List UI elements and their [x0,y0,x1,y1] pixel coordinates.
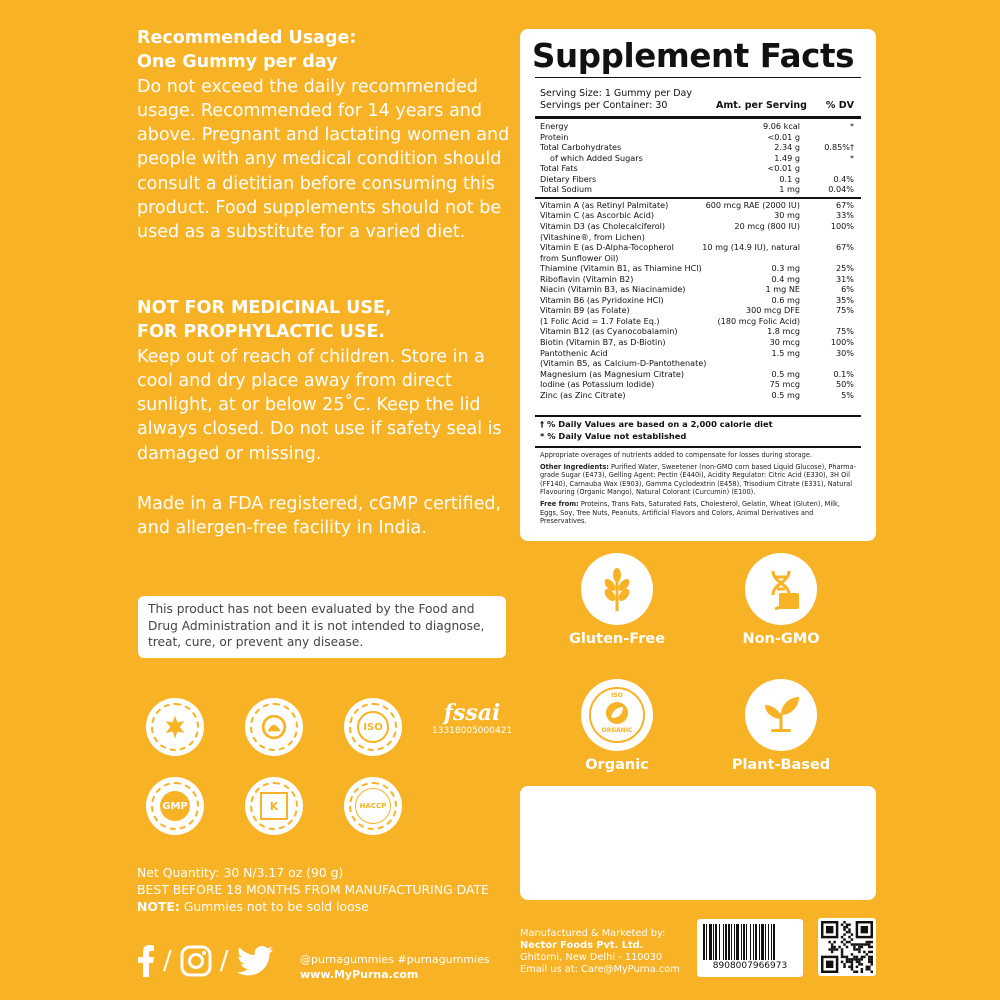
website-link[interactable]: www.MyPurna.com [300,968,419,981]
nutrient-dv: 6% [841,284,854,295]
gmp-badge-icon [146,777,204,835]
warning-heading-2: FOR PROPHYLACTIC USE. [137,322,386,343]
servings-per-container: Servings per Container: 30 [540,100,668,111]
overages-note: Appropriate overages of nutrients added to compensate for losses during storage. [540,451,812,459]
manufacturer-email[interactable]: Email us at: Care@MyPurna.com [520,964,680,975]
nutrient-amount: 1 mg [779,184,800,195]
nutrient-dv: 5% [841,389,854,400]
nutrient-name: Protein [540,131,569,142]
social-text [300,952,490,982]
social-separator: / [219,946,229,976]
nutrient-amount: 10 mg (14.9 IU), natural [702,242,800,253]
barcode-bars-icon [703,924,797,960]
nutrient-amount: 0.3 mg [771,263,800,274]
iso-badge-icon [344,698,402,756]
nutrient-amount: 30 mcg [769,337,800,347]
kosher-badge-label: K [260,792,288,820]
serving-size: Serving Size: 1 Gummy per Day [540,88,692,99]
nutrient-amount: 0.1 g [779,173,800,184]
nutrient-amount: 9.06 kcal [763,121,800,131]
iso-organic-leaf-icon [581,679,653,751]
nutrient-amount: 1.8 mcg [767,326,800,337]
nutrient-dv: 0.1% [833,368,854,379]
haccp-badge-label: HACCP [355,788,391,824]
notes-rule [535,415,861,417]
manufacturer-company: Nector Foods Pvt. Ltd. [520,940,644,951]
nutrient-name: Vitamin B12 (as Cyanocobalamin) [540,326,678,337]
feature-label-plant-based: Plant-Based [731,757,831,773]
qr-code-icon[interactable] [818,918,876,976]
net-quantity: Net Quantity: 30 N/3.17 oz (90 g) [137,865,344,880]
serving-info [540,88,860,112]
nutrient-name: of which Added Sugars [550,152,643,163]
nutrient-dv: 100% [830,220,854,231]
nutrient-amount: 600 mcg RAE (2000 IU) [705,199,800,210]
nutrient-name: Total Fats [540,163,578,174]
gmp-badge-label: GMP [160,791,190,821]
nutrient-name: (Vitamin B5, as Calcium-D-Pantothenate) [540,358,707,369]
manufacturer-line: Manufactured & Marketed by: [520,928,666,939]
facebook-icon[interactable] [137,945,155,977]
nutrient-amount: 2.34 g [774,142,800,153]
fssai-logo [432,700,512,736]
note-label: NOTE: [137,899,180,914]
sprout-icon [745,679,817,751]
serving-rule [535,116,861,119]
nutrient-dv: 33% [836,210,854,221]
social-handles: @purnagummies #purnagummies [300,953,490,966]
social-icons [137,944,273,978]
nutrient-amount: 1.49 g [774,152,800,163]
warning-section [137,296,517,466]
iso-badge-label: ISO [357,711,389,743]
feature-label-organic: Organic [585,757,649,773]
nutrient-amount: 0.5 mg [771,368,800,379]
nutrient-dv: 35% [836,294,854,305]
nutrient-name: Vitamin B6 (as Pyridoxine HCl) [540,294,664,305]
usage-section [137,26,517,245]
nutrient-name: (Vitashine®, from Lichen) [540,231,645,242]
nutrient-amount: 1 mg NE [765,284,800,295]
usage-heading: Recommended Usage: [137,28,357,48]
nutrient-name: from Sunflower Oil) [540,252,619,263]
facility-statement: Made in a FDA registered, cGMP certified, and allergen-free facility in India. [137,494,502,539]
free-from-text: Proteins, Trans Fats, Saturated Fats, Cholesterol, Gelatin, Wheat (Gluten), Milk, Eggs, Soy, Tree Nuts, Peanuts, Artificial Flavors and Colors, Animal Derivatives and Preservatives. [540,499,840,526]
nutrient-amount: <0.01 g [767,131,800,142]
amt-header: Amt. per Serving [716,100,807,111]
nutrient-amount: <0.01 g [767,163,800,174]
batch-info-box [520,786,876,900]
nutrient-amount: 20 mcg (800 IU) [734,220,800,231]
vitamins-rule [535,197,861,199]
nutrient-dv: 50% [836,379,854,390]
social-separator: / [163,946,172,976]
barcode [697,919,803,977]
dv-header: % DV [825,100,854,111]
note-line [137,898,517,915]
wheat-icon [581,553,653,625]
nutrient-dv: * [849,152,854,163]
nutrient-dv: 75% [836,326,854,337]
nutrient-amount: 0.4 mg [771,273,800,284]
nutrient-amount: 1.5 mg [771,347,800,358]
nutrient-dv: 67% [836,199,854,210]
keto-friendly-badge-icon [245,698,303,756]
nutrient-name: Dietary Fibers [540,173,597,184]
warning-heading-1: NOT FOR MEDICINAL USE, [137,298,392,318]
free-from [540,500,860,526]
title-rule [535,77,861,78]
nutrient-name: Riboflavin (Vitamin B2) [540,273,634,284]
other-ingredients [540,463,860,497]
usage-body: Do not exceed the daily recommended usage. Recommended for 14 years and above. Pregnant and lactating women and people with any medical condition should consult a dietitian before consuming this product. Food supplements should not be used as a substitute for a varied diet. [137,76,510,243]
nutrient-name: Magnesium (as Magnesium Citrate) [540,368,685,379]
nutrient-name: Zinc (as Zinc Citrate) [540,389,626,400]
organic-badge-bottom: ORGANIC [601,727,633,734]
other-ingredients-label: Other Ingredients: [540,462,609,471]
note-text: Gummies not to be sold loose [179,899,369,914]
nutrient-name: Total Sodium [540,184,592,195]
nutrient-name: Vitamin A (as Retinyl Palmitate) [540,199,669,210]
nutrient-name: Biotin (Vitamin B7, as D-Biotin) [540,337,666,347]
feature-label-non-gmo: Non-GMO [742,631,820,647]
nutrient-amount: 75 mcg [769,379,800,390]
nutrient-dv: 0.85%† [824,142,854,153]
nutrient-name: Niacin (Vitamin B3, as Niacinamide) [540,284,686,295]
usage-dose: One Gummy per day [137,52,338,73]
nutrient-amount: 0.6 mg [771,294,800,305]
nutrient-amount: 300 mcg DFE [745,305,800,316]
nutrient-dv: * [849,121,854,131]
dv-note-2: * % Daily Value not established [540,430,687,441]
nutrient-dv: 75% [836,305,854,316]
nutrient-dv: 30% [836,347,854,358]
net-quantity-block [137,864,517,915]
manufacturer-address: Ghitorni, New Delhi - 110030 [520,952,663,963]
nutrient-amount: 30 mg [774,210,800,221]
barcode-number: 8908007966973 [712,961,788,971]
nutrient-name: Vitamin D3 (as Cholecalciferol) [540,220,666,231]
nutrient-name: Vitamin E (as D-Alpha-Tocopherol [540,242,674,253]
nutrient-name: Iodine (as Potassium Iodide) [540,379,655,390]
nutrient-dv: 67% [836,242,854,253]
ingredients-rule [535,446,861,448]
fssai-logo-text: fssai [443,700,501,726]
nutrient-name: Energy [540,121,569,131]
nutrient-dv: 25% [836,263,854,274]
nutrient-name: (1 Folic Acid = 1.7 Folate Eq.) [540,315,660,326]
ingredients-block [540,451,860,526]
organic-badge-top: ISO [611,692,623,699]
twitter-icon[interactable] [237,946,273,976]
nutrient-amount: (180 mcg Folic Acid) [717,315,800,326]
kosher-badge-icon [245,777,303,835]
feature-label-gluten-free: Gluten-Free [568,631,666,647]
nutrient-dv: 0.4% [833,173,854,184]
best-before: BEST BEFORE 18 MONTHS FROM MANUFACTURING DATE [137,882,489,897]
haccp-badge-icon [344,777,402,835]
nutrient-name: Vitamin C (as Ascorbic Acid) [540,210,654,221]
nutrient-dv: 0.04% [828,184,854,195]
nutrient-amount: 0.5 mg [771,389,800,400]
free-from-label: Free from: [540,499,579,508]
nutrient-name: Total Carbohydrates [540,142,622,153]
nutrient-dv: 100% [830,337,854,347]
nutrient-name: Vitamin B9 (as Folate) [540,305,630,316]
supplement-facts-title: Supplement Facts [532,37,855,75]
other-ingredients-text: Purified Water, Sweetener (non-GMO corn based Liquid Glucose), Pharma-grade Sugar (E473), Gelling Agent: Pectin (E440i), Acidity Regulator: Citric Acid (E330), 3H Oil (FF140), Carnauba Wax (E903), Gamma Cyclodextrin (E458), Trisodium Citrate (E331), Natural Flavouring (Organic Mango), Natural Colorant (Curcumin) (E100). [540,462,857,497]
manufacturer-info [520,928,700,976]
warning-body: Keep out of reach of children. Store in a cool and dry place away from direct sunlight, at or below 25˚C. Keep the lid always closed. Do not use if safety seal is damaged or missing. [137,346,502,464]
dv-note-1: † % Daily Values are based on a 2,000 calorie diet [540,419,773,429]
supplement-facts-panel [520,29,876,541]
instagram-icon[interactable] [180,945,212,977]
dna-icon [745,553,817,625]
nutrient-name: Thiamine (Vitamin B1, as Thiamine HCl) [540,263,702,274]
dv-notes [540,419,858,442]
gluten-free-badge-icon [146,698,204,756]
nutrient-dv: 31% [836,273,854,284]
nutrient-name: Pantothenic Acid [540,347,608,358]
fssai-license-number: 13318005000421 [432,726,513,736]
fda-disclaimer: This product has not been evaluated by the Food and Drug Administration and it is not intended to diagnose, treat, cure, or prevent any disease. [138,596,506,658]
